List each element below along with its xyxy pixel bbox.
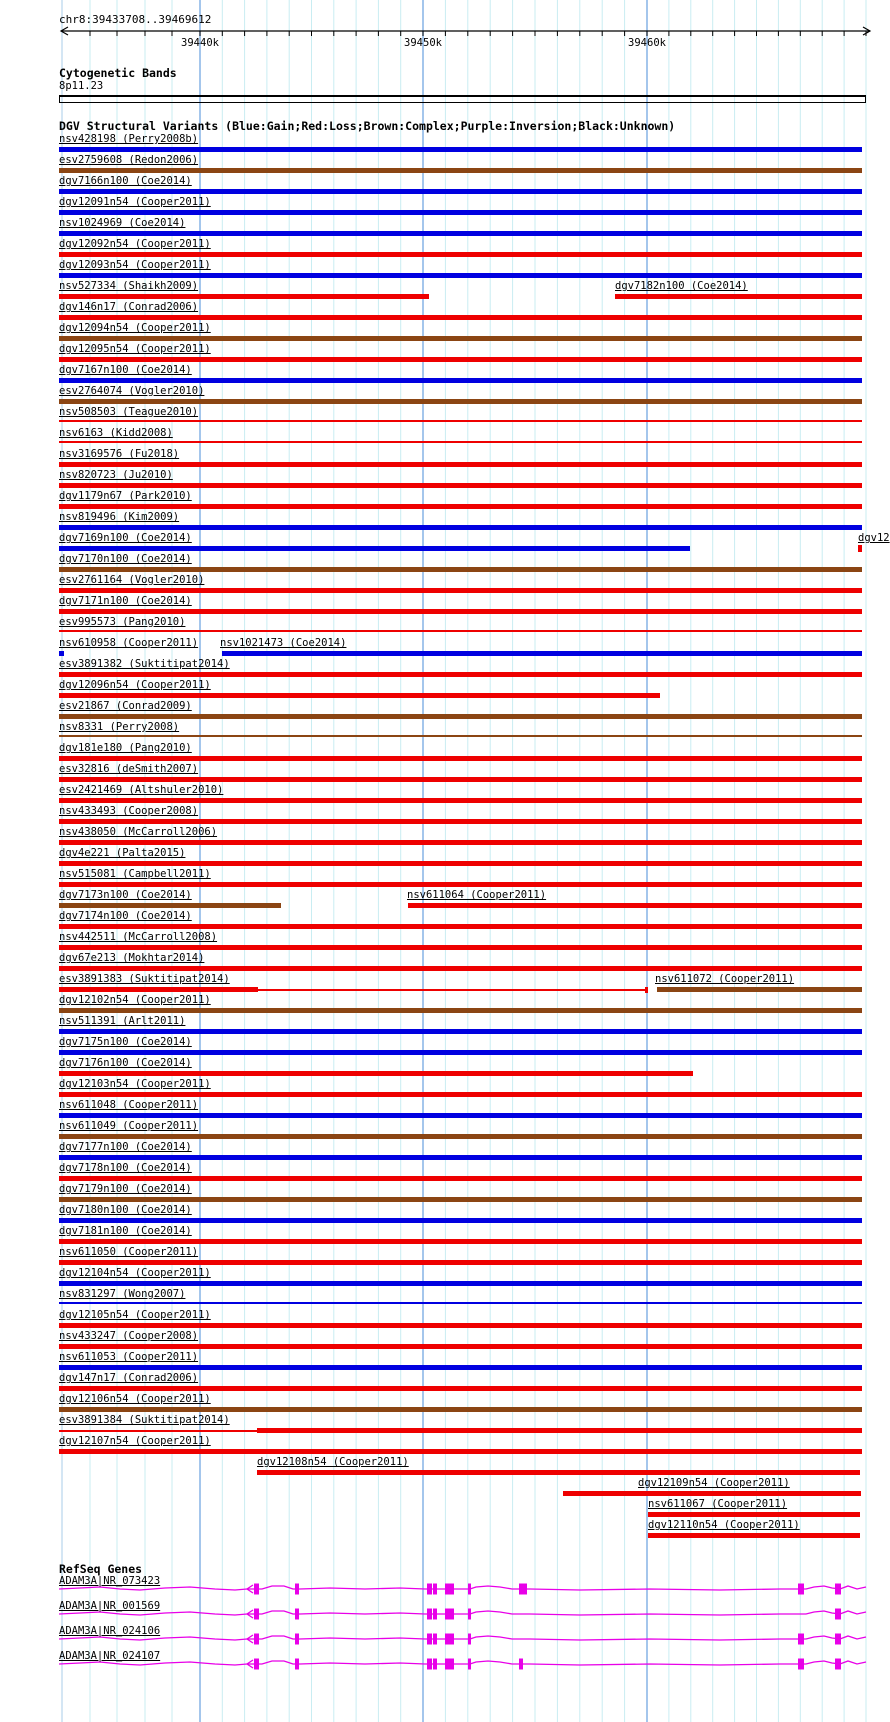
gene-label[interactable]: ADAM3A|NR_073423 — [59, 1575, 161, 1587]
gene-exon — [798, 1634, 804, 1645]
variant-label[interactable]: dgv1179n67 (Park2010) — [59, 490, 192, 502]
variant-label[interactable]: nsv442511 (McCarroll2008) — [59, 931, 218, 943]
variant-label[interactable]: nsv433247 (Cooper2008) — [59, 1330, 199, 1342]
variant-bar[interactable] — [59, 1344, 862, 1349]
gene-label[interactable]: ADAM3A|NR_024106 — [59, 1625, 161, 1637]
variant-bar[interactable] — [59, 1407, 862, 1412]
variant-label[interactable]: dgv7180n100 (Coe2014) — [59, 1204, 192, 1216]
variant-bar[interactable] — [59, 714, 862, 719]
gene-intron-line — [59, 1611, 866, 1615]
gene-exon — [835, 1659, 841, 1670]
refseq-section-title: RefSeq Genes — [59, 1562, 143, 1576]
variant-label[interactable]: dgv12094n54 (Cooper2011) — [59, 322, 211, 334]
variant-bar[interactable] — [59, 1323, 862, 1328]
variant-bar[interactable] — [59, 735, 862, 737]
variant-label[interactable]: nsv8331 (Perry2008) — [59, 721, 180, 733]
gene-intron-line — [59, 1586, 866, 1590]
variant-label[interactable]: dgv12109n54 (Cooper2011) — [638, 1477, 790, 1489]
variant-label[interactable]: dgv7170n100 (Coe2014) — [59, 553, 192, 565]
variant-bar[interactable] — [59, 609, 862, 614]
variant-bar[interactable] — [858, 545, 862, 552]
ruler-tick-label: 39450k — [404, 37, 442, 49]
variant-label[interactable]: dgv4e221 (Palta2015) — [59, 847, 186, 859]
variant-bar[interactable] — [59, 462, 862, 467]
variant-label[interactable]: dgv12095n54 (Cooper2011) — [59, 343, 211, 355]
variant-label[interactable]: nsv611053 (Cooper2011) — [59, 1351, 199, 1363]
gene-exon — [254, 1634, 259, 1645]
variant-bar[interactable] — [59, 777, 862, 782]
gene-exon — [798, 1659, 804, 1670]
variant-bar[interactable] — [222, 651, 862, 656]
gene-exon — [468, 1659, 471, 1670]
variant-bar[interactable] — [59, 378, 862, 383]
variant-label[interactable]: dgv12107n54 (Cooper2011) — [59, 1435, 211, 1447]
variant-bar[interactable] — [59, 336, 862, 341]
gene-exon — [427, 1609, 432, 1620]
variant-bar[interactable] — [59, 882, 862, 887]
variant-bar[interactable] — [257, 1428, 862, 1433]
variant-bar[interactable] — [59, 651, 64, 656]
variant-bar[interactable] — [59, 147, 862, 152]
variant-bar[interactable] — [59, 819, 862, 824]
variant-bar[interactable] — [59, 1365, 862, 1370]
variant-label[interactable]: nsv433493 (Cooper2008) — [59, 805, 199, 817]
variant-bar[interactable] — [59, 903, 281, 908]
gene-exon — [468, 1609, 471, 1620]
variant-label[interactable]: dgv12102n54 (Cooper2011) — [59, 994, 211, 1006]
variant-bar[interactable] — [59, 1260, 862, 1265]
variant-bar[interactable] — [59, 441, 862, 443]
gene-exon — [433, 1634, 437, 1645]
variant-bar[interactable] — [59, 315, 862, 320]
variant-bar[interactable] — [59, 1071, 693, 1076]
variant-label[interactable]: dgv12110n54 (Cooper2011) — [648, 1519, 800, 1531]
variant-label[interactable]: dgv12106n54 (Cooper2011) — [59, 1393, 211, 1405]
gene-exon — [295, 1584, 299, 1595]
variant-bar[interactable] — [59, 231, 862, 236]
variant-label[interactable]: dgv147n17 (Conrad2006) — [59, 1372, 199, 1384]
variant-bar[interactable] — [59, 966, 862, 971]
gene-exon — [427, 1659, 432, 1670]
gene-exon — [835, 1584, 841, 1595]
variant-bar[interactable] — [257, 1470, 860, 1475]
gene-exon — [433, 1659, 437, 1670]
variant-bar[interactable] — [657, 987, 862, 992]
variant-label[interactable]: dgv7175n100 (Coe2014) — [59, 1036, 192, 1048]
variant-label[interactable]: nsv831297 (Wong2007) — [59, 1288, 186, 1300]
variant-label[interactable]: dgv12103n54 (Cooper2011) — [59, 1078, 211, 1090]
variant-label[interactable]: dgv12104n54 (Cooper2011) — [59, 1267, 211, 1279]
variant-label[interactable]: esv3891383 (Suktitipat2014) — [59, 973, 230, 985]
gene-exon — [445, 1584, 454, 1595]
variant-label[interactable]: nsv515081 (Campbell2011) — [59, 868, 211, 880]
variant-label[interactable]: nsv511391 (Arlt2011) — [59, 1015, 186, 1027]
variant-bar[interactable] — [59, 987, 258, 992]
variant-label[interactable]: esv2761164 (Vogler2010) — [59, 574, 205, 586]
variant-bar[interactable] — [59, 798, 862, 803]
variant-bar[interactable] — [59, 252, 862, 257]
variant-label[interactable]: esv2421469 (Altshuler2010) — [59, 784, 224, 796]
gene-glyph[interactable] — [59, 1584, 866, 1595]
gene-exon — [835, 1609, 841, 1620]
variant-label[interactable]: nsv611048 (Cooper2011) — [59, 1099, 199, 1111]
gene-exon — [835, 1634, 841, 1645]
variant-bar[interactable] — [59, 1302, 862, 1304]
gene-exon — [427, 1584, 432, 1595]
variant-bar[interactable] — [59, 210, 862, 215]
variant-label[interactable]: nsv820723 (Ju2010) — [59, 469, 173, 481]
variant-label[interactable]: esv3891382 (Suktitipat2014) — [59, 658, 230, 670]
variant-label[interactable]: esv995573 (Pang2010) — [59, 616, 186, 628]
variant-bar[interactable] — [645, 987, 648, 993]
variant-bar[interactable] — [615, 294, 862, 299]
gene-exon — [254, 1584, 259, 1595]
variant-label[interactable]: nsv611050 (Cooper2011) — [59, 1246, 199, 1258]
variant-label[interactable]: nsv611072 (Cooper2011) — [655, 973, 795, 985]
variant-label[interactable]: dgv12105n54 (Cooper2011) — [59, 1309, 211, 1321]
gene-exon — [295, 1659, 299, 1670]
variant-bar[interactable] — [408, 903, 862, 908]
variant-label[interactable]: nsv438050 (McCarroll2006) — [59, 826, 218, 838]
variant-bar[interactable] — [59, 168, 862, 173]
variant-label[interactable]: dgv7174n100 (Coe2014) — [59, 910, 192, 922]
variant-bar[interactable] — [59, 945, 862, 950]
variant-bar[interactable] — [59, 1197, 862, 1202]
variant-bar[interactable] — [59, 1218, 862, 1223]
gene-exon — [798, 1584, 804, 1595]
variant-label[interactable]: nsv6163 (Kidd2008) — [59, 427, 173, 439]
variant-bar[interactable] — [59, 1155, 862, 1160]
variant-label[interactable]: dgv7167n100 (Coe2014) — [59, 364, 192, 376]
variant-label[interactable]: dgv12091n54 (Cooper2011) — [59, 196, 211, 208]
gene-glyph[interactable] — [59, 1659, 866, 1670]
variant-bar[interactable] — [59, 588, 862, 593]
variant-bar[interactable] — [59, 1134, 862, 1139]
variant-bar[interactable] — [59, 1239, 862, 1244]
dgv-section-title: DGV Structural Variants (Blue:Gain;Red:Loss;Brown:Complex;Purple:Inversion;Black:Unknown) — [59, 119, 676, 133]
variant-label[interactable]: nsv819496 (Kim2009) — [59, 511, 180, 523]
variant-bar[interactable] — [258, 989, 645, 991]
gene-exon — [468, 1634, 471, 1645]
variant-label[interactable]: nsv1024969 (Coe2014) — [59, 217, 186, 229]
variant-bar[interactable] — [563, 1491, 861, 1496]
variant-label[interactable]: nsv3169576 (Fu2018) — [59, 448, 180, 460]
gene-exon — [445, 1609, 454, 1620]
variant-bar[interactable] — [59, 1449, 862, 1454]
variant-bar[interactable] — [59, 189, 862, 194]
variant-bar[interactable] — [59, 294, 429, 299]
variant-label[interactable]: dgv146n17 (Conrad2006) — [59, 301, 199, 313]
variant-label[interactable]: dgv7176n100 (Coe2014) — [59, 1057, 192, 1069]
variant-bar[interactable] — [59, 357, 862, 362]
cytoband-name: 8p11.23 — [59, 80, 104, 92]
variant-bar[interactable] — [59, 1176, 862, 1181]
variant-label[interactable]: nsv527334 (Shaikh2009) — [59, 280, 199, 292]
variant-label[interactable]: dgv7166n100 (Coe2014) — [59, 175, 192, 187]
variant-label[interactable]: dgv7177n100 (Coe2014) — [59, 1141, 192, 1153]
gene-intron-line — [59, 1636, 866, 1640]
gene-intron-line — [59, 1661, 866, 1665]
variant-label[interactable]: nsv611064 (Cooper2011) — [407, 889, 547, 901]
variant-bar[interactable] — [59, 399, 862, 404]
gene-exon — [427, 1634, 432, 1645]
gene-exon — [468, 1584, 471, 1595]
variant-label[interactable]: dgv7181n100 (Coe2014) — [59, 1225, 192, 1237]
variant-label[interactable]: esv3891384 (Suktitipat2014) — [59, 1414, 230, 1426]
variant-bar[interactable] — [59, 1386, 862, 1391]
gene-exon — [295, 1634, 299, 1645]
variant-label[interactable]: esv21867 (Conrad2009) — [59, 700, 192, 712]
gene-exon — [445, 1659, 454, 1670]
variant-bar[interactable] — [59, 1113, 862, 1118]
cytoband-box — [59, 95, 866, 103]
variant-label[interactable]: nsv508503 (Teague2010) — [59, 406, 199, 418]
variant-label[interactable]: dgv12096n54 (Cooper2011) — [59, 679, 211, 691]
variant-bar[interactable] — [59, 861, 862, 866]
variant-bar[interactable] — [59, 1281, 862, 1286]
variant-label[interactable]: nsv1021473 (Coe2014) — [220, 637, 347, 649]
variant-label[interactable]: nsv611049 (Cooper2011) — [59, 1120, 199, 1132]
gene-exon — [433, 1609, 437, 1620]
variant-label[interactable]: dgv7171n100 (Coe2014) — [59, 595, 192, 607]
variant-label[interactable]: dgv7182n100 (Coe2014) — [615, 280, 748, 292]
variant-bar[interactable] — [59, 840, 862, 845]
gene-exon — [445, 1634, 454, 1645]
variant-bar[interactable] — [59, 1050, 862, 1055]
variant-bar[interactable] — [59, 756, 862, 761]
variant-label[interactable]: esv2759608 (Redon2006) — [59, 154, 199, 166]
gene-exon — [295, 1609, 299, 1620]
gene-exon — [433, 1584, 437, 1595]
gene-glyph[interactable] — [59, 1634, 866, 1645]
gene-exon — [519, 1659, 523, 1670]
gene-label[interactable]: ADAM3A|NR_001569 — [59, 1600, 161, 1612]
variant-bar[interactable] — [59, 546, 690, 551]
variant-label[interactable]: dgv7173n100 (Coe2014) — [59, 889, 192, 901]
region-title: chr8:39433708..39469612 — [59, 13, 212, 26]
variant-bar[interactable] — [59, 525, 862, 530]
variant-bar[interactable] — [59, 630, 862, 632]
variant-label[interactable]: dgv181e180 (Pang2010) — [59, 742, 192, 754]
variant-label[interactable]: dgv7179n100 (Coe2014) — [59, 1183, 192, 1195]
variant-bar[interactable] — [59, 1029, 862, 1034]
variant-label[interactable]: esv32816 (deSmith2007) — [59, 763, 199, 775]
gene-label[interactable]: ADAM3A|NR_024107 — [59, 1650, 161, 1662]
variant-bar[interactable] — [59, 567, 862, 572]
variant-label[interactable]: dgv67e213 (Mokhtar2014) — [59, 952, 205, 964]
variant-label[interactable]: nsv610958 (Cooper2011) — [59, 637, 199, 649]
variant-bar[interactable] — [59, 924, 862, 929]
gene-exon — [519, 1584, 527, 1595]
variant-bar[interactable] — [59, 1092, 862, 1097]
variant-label[interactable]: dgv7169n100 (Coe2014) — [59, 532, 192, 544]
variant-bar[interactable] — [59, 483, 862, 488]
variant-bar[interactable] — [59, 672, 862, 677]
variant-bar[interactable] — [648, 1512, 860, 1517]
variant-label[interactable]: dgv12093n54 (Cooper2011) — [59, 259, 211, 271]
variant-label[interactable]: esv2764074 (Vogler2010) — [59, 385, 205, 397]
variant-bar[interactable] — [59, 504, 862, 509]
variant-bar[interactable] — [648, 1533, 860, 1538]
variant-bar[interactable] — [59, 693, 660, 698]
variant-bar[interactable] — [59, 420, 862, 422]
variant-label[interactable]: nsv428198 (Perry2008b) — [59, 133, 199, 145]
variant-label[interactable]: dgv7178n100 (Coe2014) — [59, 1162, 192, 1174]
gene-glyph[interactable] — [59, 1609, 866, 1620]
variant-bar[interactable] — [59, 1430, 257, 1432]
variant-bar[interactable] — [59, 273, 862, 278]
cytoband-section-title: Cytogenetic Bands — [59, 66, 177, 80]
variant-bar[interactable] — [59, 1008, 862, 1013]
gene-exon — [254, 1659, 259, 1670]
ruler-tick-label: 39460k — [628, 37, 666, 49]
gene-exon — [254, 1609, 259, 1620]
variant-label[interactable]: dgv12092n54 (Cooper2011) — [59, 238, 211, 250]
variant-label[interactable]: nsv611067 (Cooper2011) — [648, 1498, 788, 1510]
variant-label[interactable]: dgv12 — [858, 532, 890, 544]
ruler-tick-label: 39440k — [181, 37, 219, 49]
variant-label[interactable]: dgv12108n54 (Cooper2011) — [257, 1456, 409, 1468]
